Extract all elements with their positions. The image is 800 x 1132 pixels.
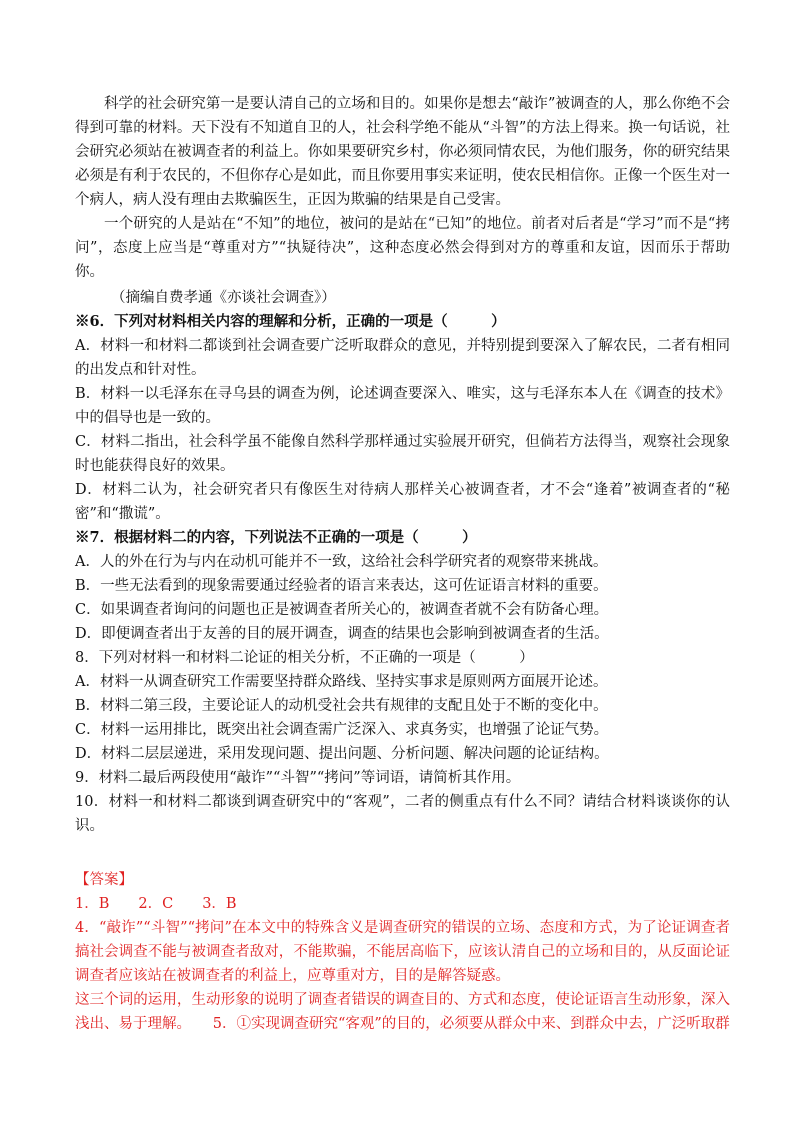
question-6-option-c: C．材料二指出，社会科学虽不能像自然科学那样通过实验展开研究，但倘若方法得当，观察社会现象时也能获得良好的效果。 (75, 434, 730, 474)
question-8-option-c: C．材料一运用排比，既突出社会调查需广泛深入、求真务实，也增强了论证气势。 (75, 722, 609, 738)
answer-multiple-choice: 1．B 2．C 3．B (75, 896, 237, 912)
question-7-option-c: C．如果调查者询问的问题也正是被调查者所关心的，被调查者就不会有防备心理。 (75, 602, 609, 618)
question-7-stem: ※7．根据材料二的内容，下列说法不正确的一项是（ ） (75, 529, 477, 546)
question-10: 10．材料一和材料二都谈到调查研究中的“客观”，二者的侧重点有什么不同？请结合材料谈谈你的认识。 (75, 794, 730, 834)
question-6-stem: ※6．下列对材料相关内容的理解和分析，正确的一项是（ ） (75, 313, 506, 330)
question-9: 9．材料二最后两段使用“敲诈”“斗智”“拷问”等词语，请简析其作用。 (75, 770, 521, 786)
question-8-option-a: A．材料一从调查研究工作需要坚持群众路线、坚持实事求是原则两方面展开论述。 (75, 674, 608, 690)
answer-4-continuation: 这三个词的运用，生动形象的说明了调查者错误的调查目的、方式和态度，使论证语言生动形象，深入浅出、易于理解。 5．①实现调查研究“客观”的目的，必须要从群众中来、到群众中去，广泛听取群 (75, 992, 730, 1032)
passage-paragraph-1: 科学的社会研究第一是要认清自己的立场和目的。如果你是想去“敲诈”被调查的人，那么你绝不会得到可靠的材料。天下没有不知道自卫的人，社会科学绝不能从“斗智”的方法上得来。换一句话说，社会研究必须站在被调查者的利益上。你如果要研究乡村，你必须同情农民，为他们服务，你的研究结果必须是有利于农民的，不但你存心是如此，而且你要用事实来证明，使农民相信你。正像一个医生对一个病人，病人没有理由去欺骗医生，正因为欺骗的结果是自己受害。 (75, 96, 730, 208)
question-7-option-a: A．人的外在行为与内在动机可能并不一致，这给社会科学研究者的观察带来挑战。 (75, 554, 608, 570)
passage-paragraph-2: 一个研究的人是站在“不知”的地位，被问的是站在“已知”的地位。前者对后者是“学习”而不是“拷问”，态度上应当是“尊重对方”“执疑待决”，这种态度必然会得到对方的尊重和友谊，因而乐于帮助你。 (75, 216, 730, 280)
question-6-option-d: D．材料二认为，社会研究者只有像医生对待病人那样关心被调查者，才不会“逢着”被调查者的“秘密”和“撒谎”。 (75, 482, 730, 522)
question-6-option-a: A．材料一和材料二都谈到社会调查要广泛听取群众的意见，并特别提到要深入了解农民，二者有相同的出发点和针对性。 (75, 338, 730, 378)
document-page (75, 92, 730, 1036)
question-8-stem: 8．下列对材料一和材料二论证的相关分析，不正确的一项是（ ） (75, 650, 534, 666)
answer-4-paragraph: 4．“敲诈”“斗智”“拷问”在本文中的特殊含义是调查研究的错误的立场、态度和方式，为了论证调查者搞社会调查不能与被调查者敌对，不能欺骗，不能居高临下，应该认清自己的立场和目的，从反面论证调查者应该站在被调查者的利益上，应尊重对方，目的是解答疑惑。 (75, 920, 730, 984)
passage-citation: （摘编自费孝通《亦谈社会调查》） (111, 290, 336, 306)
question-7-option-d: D．即便调查者出于友善的目的展开调查，调查的结果也会影响到被调查者的生活。 (75, 626, 609, 642)
question-6-option-b: B．材料一以毛泽东在寻乌县的调查为例，论述调查要深入、唯实，这与毛泽东本人在《调查的技术》中的倡导也是一致的。 (75, 386, 730, 426)
question-7-option-b: B．一些无法看到的现象需要通过经验者的语言来表达，这可佐证语言材料的重要。 (75, 578, 608, 594)
question-8-option-d: D．材料二层层递进，采用发现问题、提出问题、分析问题、解决问题的论证结构。 (75, 746, 609, 762)
question-8-option-b: B．材料二第三段，主要论证人的动机受社会共有规律的支配且处于不断的变化中。 (75, 698, 608, 714)
answer-heading: 【答案】 (75, 872, 133, 888)
